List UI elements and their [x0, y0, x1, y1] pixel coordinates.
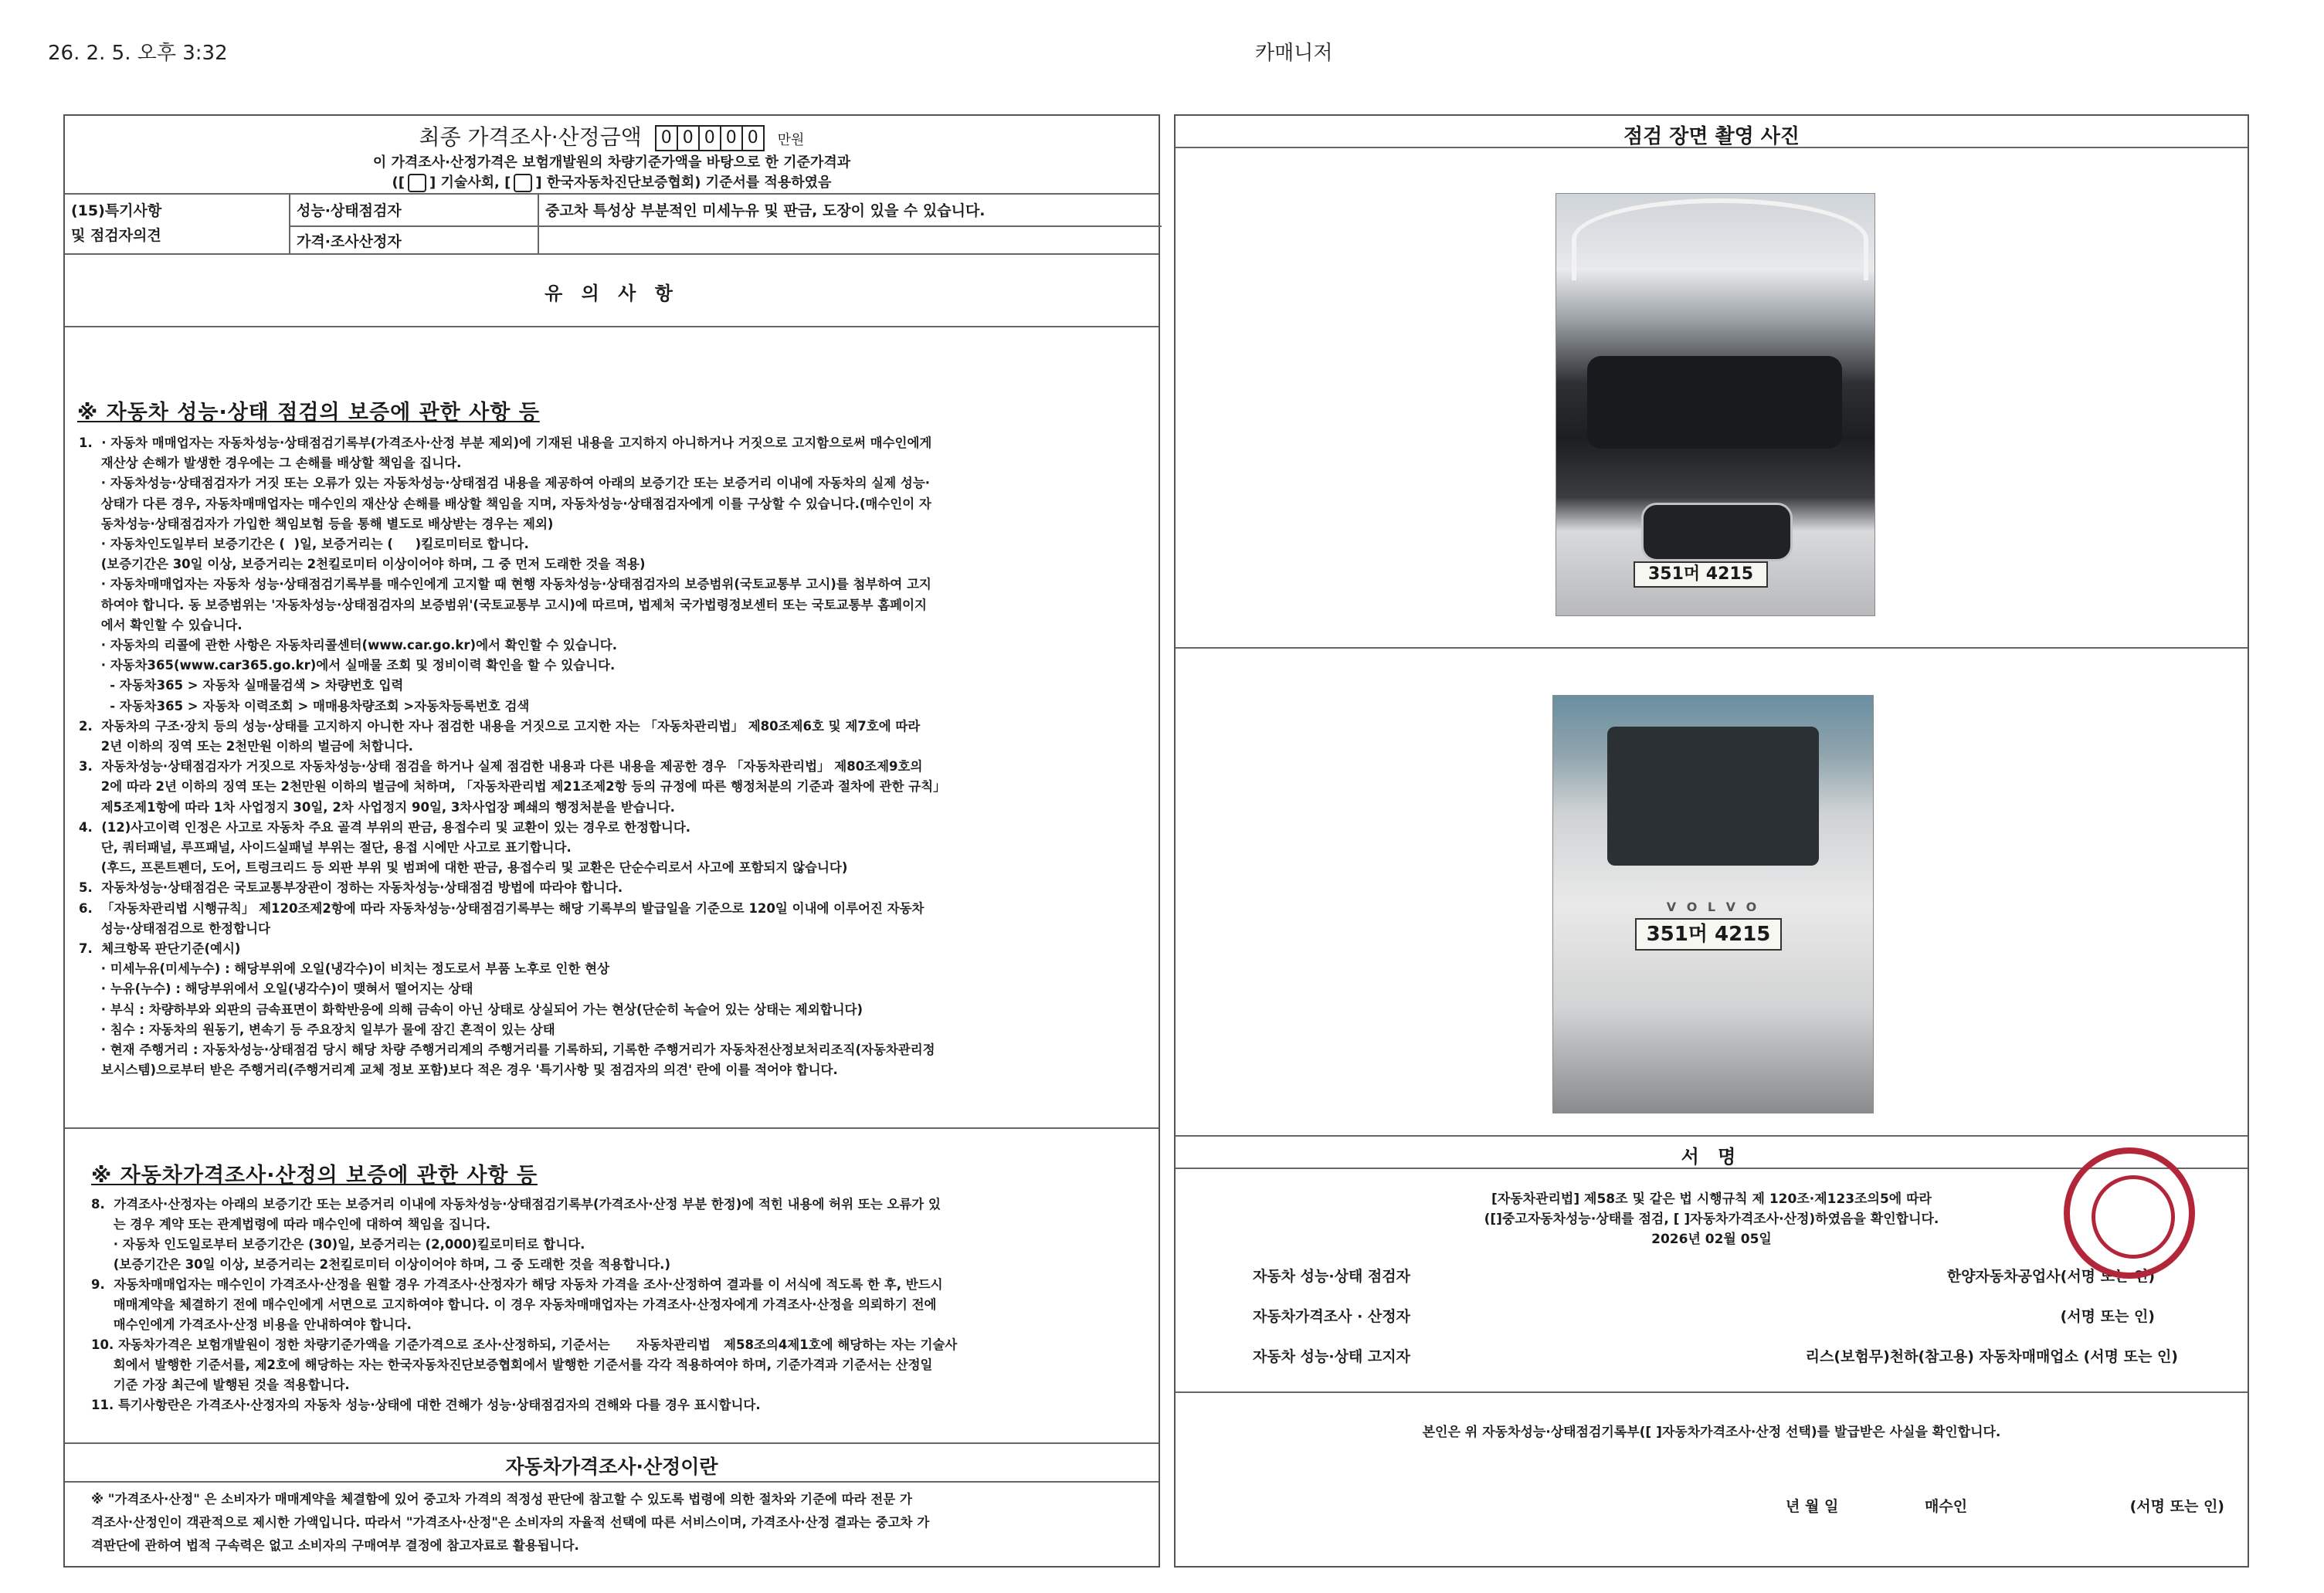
notice-line: 하여야 합니다. 동 보증범위는 '자동차성능·상태점검자의 보증범위'(국토교통부 고시)에 따르며, 법제처 국가법령정보센터 또는 국토교통부 홈페이지 — [79, 597, 927, 612]
special-notes-label-2: 및 점검자의견 — [71, 227, 161, 244]
price-digit: 0 — [721, 127, 743, 150]
checkbox-kada — [514, 174, 532, 192]
notice-line: · 미세누유(미세누수) : 해당부위에 오일(냉각수)이 비치는 정도로서 부품 노후로 인한 현상 — [79, 961, 610, 977]
notice-line: 성능·상태점검으로 한정합니다 — [79, 920, 270, 936]
engine-cover — [1587, 356, 1842, 449]
price-digit: 0 — [678, 127, 700, 150]
notice-line: 4. (12)사고이력 인정은 사고로 자동차 주요 골격 부위의 판금, 용접수리 및 교환이 있는 경우로 한정합니다. — [79, 819, 691, 835]
appraiser-label: 가격·조사산정자 — [297, 233, 402, 250]
buyer-label: 매수인 — [1925, 1498, 1968, 1515]
signature-section-title: 서 명 — [1681, 1146, 1742, 1168]
front-license-plate: 351머 4215 — [1634, 561, 1768, 588]
notice-line: · 침수 : 자동차의 원동기, 변속기 등 주요장치 일부가 물에 잠긴 흔적이 있는 상태 — [79, 1022, 555, 1037]
notice-line: 3. 자동차성능·상태점검자가 거짓으로 자동차성능·상태 점검을 하거나 실제 점검한 내용과 다른 내용을 제공한 경우 「자동차관리법」 제80조제9호의 — [79, 759, 923, 774]
buyer-confirm-text: 본인은 위 자동차성능·상태점검기록부([ ]자동차가격조사·산정 선택)를 발급받은 사실을 확인합니다. — [1422, 1425, 2001, 1440]
price-standard-row: ([ ] 기술사회, [ ] 한국자동차진단보증협회) 기준서를 적용하였음 — [392, 175, 832, 191]
notice-line: · 현재 주행거리 : 자동차성능·상태점검 당시 해당 차량 주행거리계의 주행거리를 기록하되, 기록한 주행거리가 자동차전산정보처리조직(자동차관리정 — [79, 1042, 935, 1057]
price-digit: 0 — [747, 128, 758, 147]
notice-line: · 누유(누수) : 해당부위에서 오일(냉각수)이 맺혀서 떨어지는 상태 — [79, 981, 473, 997]
notice-line: 상태가 다른 경우, 자동차매매업자는 매수인의 재산상 손해를 배상할 책임을 지며, 자동차성능·상태점검자에게 이를 구상할 수 있습니다.(매수인이 자 — [79, 496, 931, 511]
notice-line: 매수인에게 가격조사·산정 비용을 안내하여야 합니다. — [91, 1317, 412, 1332]
final-price-title: 최종 가격조사·산정금액 — [419, 124, 642, 150]
sign-law-text: [자동차관리법] 제58조 및 같은 법 시행규칙 제 120조·제123조의5에 따라 — [1491, 1191, 1932, 1207]
notice-line: 재산상 손해가 발생한 경우에는 그 손해를 배상할 책임을 집니다. — [79, 456, 462, 471]
notice-line: (보증기간은 30일 이상, 보증거리는 2천킬로미터 이상이어야 하며, 그 중 도래한 것을 적용합니다.) — [91, 1257, 670, 1272]
notice-line: · 자동차365(www.car365.go.kr)에서 실매물 조회 및 정비이력 확인을 할 수 있습니다. — [79, 658, 616, 673]
notice-line: 격판단에 관하여 법적 구속력은 없고 소비자의 구매여부 결정에 참고자료로 활용됩니다. — [91, 1538, 579, 1553]
notice-line: 보시스템)으로부터 받은 주행거리(주행거리계 교체 정보 포함)보다 적은 경우 '특기사항 및 점검자의 의견' 란에 이를 적어야 합니다. — [79, 1063, 838, 1078]
notice-line: 1. · 자동차 매매업자는 자동차성능·상태점검기록부(가격조사·산정 부분 제외)에 기재된 내용을 고지하지 아니하거나 거짓으로 고지함으로써 매수인에게 — [79, 436, 932, 450]
price-digit-boxes — [655, 125, 765, 151]
notice-line: · 자동차매매업자는 자동차 성능·상태점검기록부를 매수인에게 고지할 때 현행 자동차성능·상태점검자의 보증범위(국토교통부 고시)를 첨부하여 고지 — [79, 577, 931, 592]
final-price-row — [65, 120, 1159, 151]
notice-line: 제5조제1항에 따라 1차 사업정지 30일, 2차 사업정지 90일, 3차사업장 폐쇄의 행정처분을 받습니다. — [79, 799, 675, 815]
open-hood — [1572, 198, 1868, 280]
notice-line: · 자동차성능·상태점검자가 거짓 또는 오류가 있는 자동차성능·상태점검 내용을 제공하여 아래의 보증기간 또는 보증거리 이내에 자동차의 실제 성능· — [79, 476, 931, 491]
photo-section-title: 점검 장면 촬영 사진 — [1623, 125, 1800, 148]
inspector-sign-label: 자동차 성능·상태 점검자 — [1253, 1268, 1410, 1285]
special-notes-label: (15)특기사항 — [71, 202, 162, 219]
notice-line: 기준 가장 최근에 발행된 것을 적용합니다. — [91, 1378, 350, 1392]
notice-line: 9. 자동차매매업자는 매수인이 가격조사·산정을 원할 경우 가격조사·산정자가 해당 자동차 가격을 조사·산정하여 결과를 이 서식에 적도록 한 후, 반드시 — [91, 1277, 943, 1292]
notice-line: · 자동차 인도일로부터 보증기간은 (30)일, 보증거리는 (2,000)킬로미터로 합니다. — [91, 1237, 585, 1252]
engine-photo — [1556, 193, 1875, 616]
notice-line: 2. 자동차의 구조·장치 등의 성능·상태를 고지하지 아니한 자나 점검한 내용을 거짓으로 고지한 자는 「자동차관리법」 제80조제6호 및 제7호에 따라 — [79, 718, 921, 734]
section-inspection-warranty-title: ※ 자동차 성능·상태 점검의 보증에 관한 사항 등 — [77, 401, 540, 425]
seal-inner-ring — [2092, 1175, 2175, 1259]
about-appraisal-title: 자동차가격조사·산정이란 — [505, 1456, 718, 1478]
notice-line: · 부식 : 차량하부와 외판의 금속표면이 화학반응에 의해 금속이 아닌 상태로 상실되어 가는 현상(단순히 녹슬어 있는 상태는 제외합니다) — [79, 1002, 863, 1017]
notice-line: 동차성능·상태점검자가 가입한 책임보험 등을 통해 별도로 배상받는 경우는 제외) — [79, 516, 554, 531]
rear-license-plate: 351머 4215 — [1635, 918, 1782, 951]
company-seal-stamp — [2064, 1147, 2195, 1279]
notice-line: 10. 자동차가격은 보험개발원이 정한 차량기준가액을 기준가격으로 조사·산정하되, 기준서는 자동차관리법 제58조의4제1호에 해당하는 자는 기술사 — [91, 1337, 958, 1352]
price-unit: 만원 — [777, 132, 805, 148]
notifier-sign-label: 자동차 성능·상태 고지자 — [1253, 1348, 1410, 1365]
rear-badge: V O L V O — [1666, 900, 1760, 914]
inspector-sign-value: 한양자동차공업사(서명 또는 인) — [1946, 1268, 2155, 1285]
left-document-panel — [63, 114, 1160, 1568]
notice-line: 회에서 발행한 기준서를, 제2호에 해당하는 자는 한국자동차진단보증협회에서 발행한 기준서를 각각 적용하여야 하며, 기준가격과 기준서는 산정일 — [91, 1357, 933, 1372]
notice-line: (후드, 프론트펜더, 도어, 트렁크리드 등 외판 부위 및 범퍼에 대한 판금, 용접수리 및 교환은 단순수리로서 사고에 포함되지 않습니다) — [79, 860, 848, 876]
notice-line: · 자동차의 리콜에 관한 사항은 자동차리콜센터(www.car.go.kr)에서 확인할 수 있습니다. — [79, 638, 617, 652]
notice-line: 6. 「자동차관리법 시행규칙」 제120조제2항에 따라 자동차성능·상태점검기록부는 해당 기록부의 발급일을 기준으로 120일 이내에 이루어진 자동차 — [79, 900, 925, 916]
notifier-sign-value: 리스(보험무)천하(참고용) 자동차매매업소 (서명 또는 인) — [1805, 1348, 2178, 1365]
buyer-date: 년 월 일 — [1786, 1498, 1839, 1515]
sign-date: 2026년 02월 05일 — [1651, 1232, 1772, 1247]
site-title: 카매니저 — [1255, 42, 1333, 65]
sign-law-text-2: ([]중고자동차성능·상태를 점검, [ ]자동차가격조사·산정)하였음을 확인합니다. — [1484, 1212, 1939, 1227]
front-grille — [1641, 503, 1793, 561]
notice-line: · 자동차인도일부터 보증기간은 ( )일, 보증거리는 ( )킬로미터로 합니다. — [79, 537, 529, 551]
price-note: 이 가격조사·산정가격은 보험개발원의 차량기준가액을 바탕으로 한 기준가격과 — [372, 154, 851, 171]
notice-line: 11. 특기사항란은 가격조사·산정자의 자동차 성능·상태에 대한 견해가 성능·상태점검자의 견해와 다를 경우 표시합니다. — [91, 1398, 761, 1412]
notice-line: 7. 체크항목 판단기준(예시) — [79, 941, 241, 956]
appraiser-sign-value: (서명 또는 인) — [2060, 1308, 2155, 1325]
buyer-sign: (서명 또는 인) — [2129, 1498, 2224, 1515]
right-document-panel — [1174, 114, 2249, 1568]
print-datetime: 26. 2. 5. 오후 3:32 — [48, 42, 228, 65]
inspector-label: 성능·상태점검자 — [297, 202, 402, 219]
checkbox-tech-society — [408, 174, 426, 192]
price-digit: 0 — [656, 127, 678, 150]
inspector-opinion: 중고차 특성상 부분적인 미세누유 및 판금, 도장이 있을 수 있습니다. — [545, 202, 986, 219]
notice-line: 에서 확인할 수 있습니다. — [79, 617, 243, 632]
caution-title: 유 의 사 항 — [545, 283, 679, 304]
notice-line: 격조사·산정인이 객관적으로 제시한 가액입니다. 따라서 "가격조사·산정"은 소비자의 자율적 선택에 따른 서비스이며, 가격조사·산정 결과는 중고차 가 — [91, 1515, 930, 1530]
notice-line: 단, 쿼터패널, 루프패널, 사이드실패널 부위는 절단, 용접 시에만 사고로 표기합니다. — [79, 840, 572, 855]
rear-window — [1607, 727, 1819, 866]
notice-line: 2년 이하의 징역 또는 2천만원 이하의 벌금에 처합니다. — [79, 739, 413, 754]
notice-line: - 자동차365 > 자동차 이력조회 > 매매용차량조회 >자동차등록번호 검색 — [79, 698, 530, 713]
notice-line: (보증기간은 30일 이상, 보증거리는 2천킬로미터 이상이어야 하며, 그 중 먼저 도래한 것을 적용) — [79, 557, 646, 572]
notice-line: ※ "가격조사·산정" 은 소비자가 매매계약을 체결함에 있어 중고차 가격의 적정성 판단에 참고할 수 있도록 법령에 의한 절차와 기준에 따라 전문 가 — [91, 1492, 912, 1507]
notice-line: 8. 가격조사·산정자는 아래의 보증기간 또는 보증거리 이내에 자동차성능·상태점검기록부(가격조사·산정 부분 한정)에 적힌 내용에 허위 또는 오류가 있 — [91, 1197, 941, 1212]
rear-photo — [1552, 695, 1874, 1113]
price-digit: 0 — [700, 127, 721, 150]
appraiser-sign-label: 자동차가격조사 · 산정자 — [1253, 1308, 1410, 1325]
notice-line: 2에 따라 2년 이하의 징역 또는 2천만원 이하의 벌금에 처하며, 「자동차관리법 제21조제2항 등의 규정에 따른 행정처분의 기준과 절차에 관한 규칙」 — [79, 779, 946, 795]
notice-line: - 자동차365 > 자동차 실매물검색 > 차량번호 입력 — [79, 678, 404, 693]
notice-line: 는 경우 계약 또는 관계법령에 따라 매수인에 대하여 책임을 집니다. — [91, 1217, 491, 1232]
notice-line: 매매계약을 체결하기 전에 매수인에게 서면으로 고지하여야 합니다. 이 경우 자동차매매업자는 가격조사·산정자에게 가격조사·산정을 의뢰하기 전에 — [91, 1297, 937, 1312]
section-appraisal-warranty-title: ※ 자동차가격조사·산정의 보증에 관한 사항 등 — [91, 1164, 538, 1188]
notice-line: 5. 자동차성능·상태점검은 국토교통부장관이 정하는 자동차성능·상태점검 방법에 따라야 합니다. — [79, 880, 623, 896]
